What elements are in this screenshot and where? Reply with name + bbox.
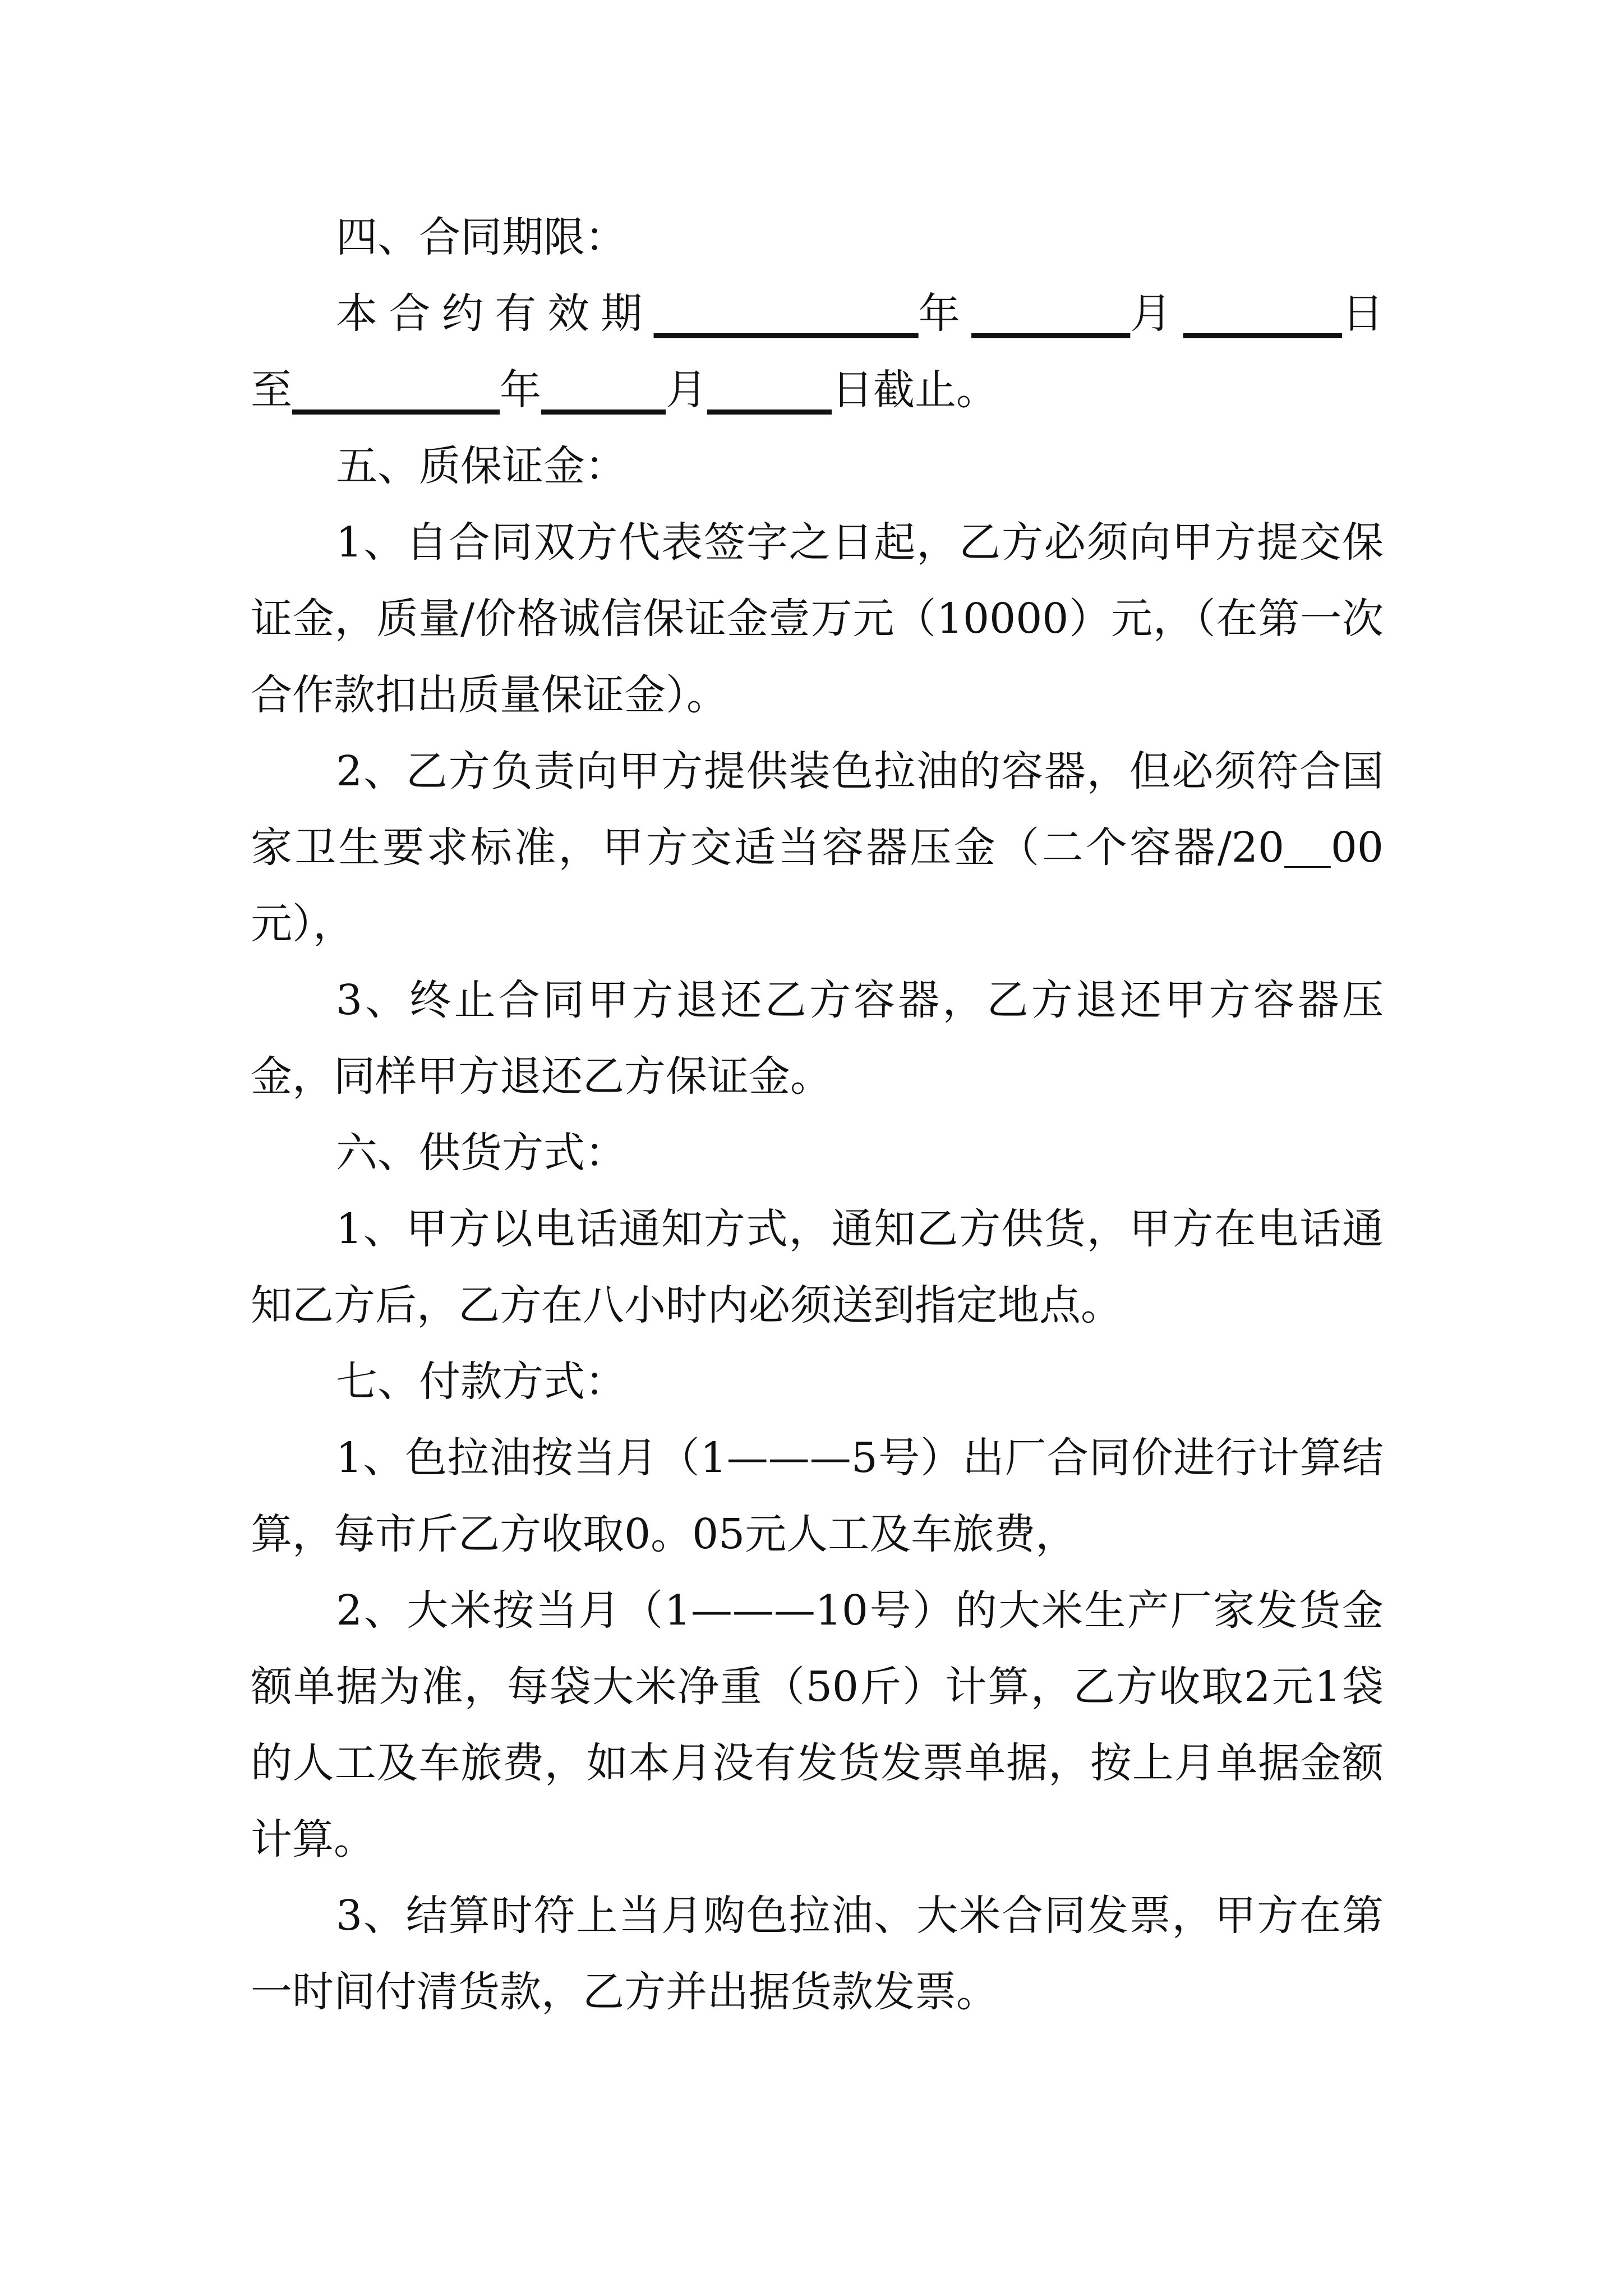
section5-item2-text: 2、乙方负责向甲方提供装色拉油的容器，但必须符合国家卫生要求标准，甲方交适当容器压金（二个容器/20 bbox=[251, 747, 1384, 872]
end-month-blank bbox=[541, 366, 666, 414]
section7-item1: 1、色拉油按当月（1———5号）出厂合同价进行计算结算，每市斤乙方收取0。05元人工及车旅费， bbox=[251, 1434, 1384, 1558]
end-day-blank bbox=[707, 366, 832, 414]
section5-item2 bbox=[251, 733, 1384, 962]
year-label-1: 年 bbox=[918, 289, 972, 338]
section5-heading: 五、质保证金： bbox=[336, 442, 626, 490]
section7-heading: 七、付款方式： bbox=[336, 1358, 626, 1406]
section7-item2: 2、大米按当月（1———10号）的大米生产厂家发货金额单据为准，每袋大米净重（50斤）计算，乙方收取2元1袋的人工及车旅费，如本月没有发货发票单据，按上月单据金额计算。 bbox=[251, 1586, 1384, 1864]
section5-item1: 1、自合同双方代表签字之日起，乙方必须向甲方提交保证金，质量/价格诚信保证金壹万元（10000）元，（在第一次合作款扣出质量保证金）。 bbox=[251, 518, 1384, 719]
start-year-blank bbox=[654, 289, 919, 338]
section6-heading: 六、供货方式： bbox=[336, 1129, 626, 1177]
end-year-blank bbox=[292, 366, 500, 414]
section5-item2-text-end: 00元）， bbox=[251, 823, 1384, 948]
start-day-blank bbox=[1183, 289, 1342, 338]
section5-item3: 3、终止合同甲方退还乙方容器，乙方退还甲方容器压金，同样甲方退还乙方保证金。 bbox=[251, 976, 1384, 1101]
section7-item3: 3、结算时符上当月购色拉油、大米合同发票，甲方在第一时间付清货款，乙方并出据货款发票。 bbox=[251, 1892, 1384, 2016]
deposit-amount-blank bbox=[1284, 823, 1331, 872]
period-text-start: 本合约有效期 bbox=[336, 289, 654, 338]
section6-item1: 1、甲方以电话通知方式，通知乙方供货，甲方在电话通知乙方后，乙方在八小时内必须送到指定地点。 bbox=[251, 1205, 1384, 1329]
section4-heading: 四、合同期限： bbox=[336, 213, 626, 261]
year-label-2: 年 bbox=[500, 366, 541, 414]
contract-body bbox=[251, 199, 1384, 2030]
day-to-label: 日至 bbox=[251, 289, 1384, 414]
month-label-1: 月 bbox=[1130, 289, 1183, 338]
month-label-2: 月 bbox=[666, 366, 707, 414]
start-month-blank bbox=[971, 289, 1130, 338]
contract-period-clause bbox=[251, 275, 1384, 428]
period-text-end: 日截止。 bbox=[832, 366, 998, 414]
